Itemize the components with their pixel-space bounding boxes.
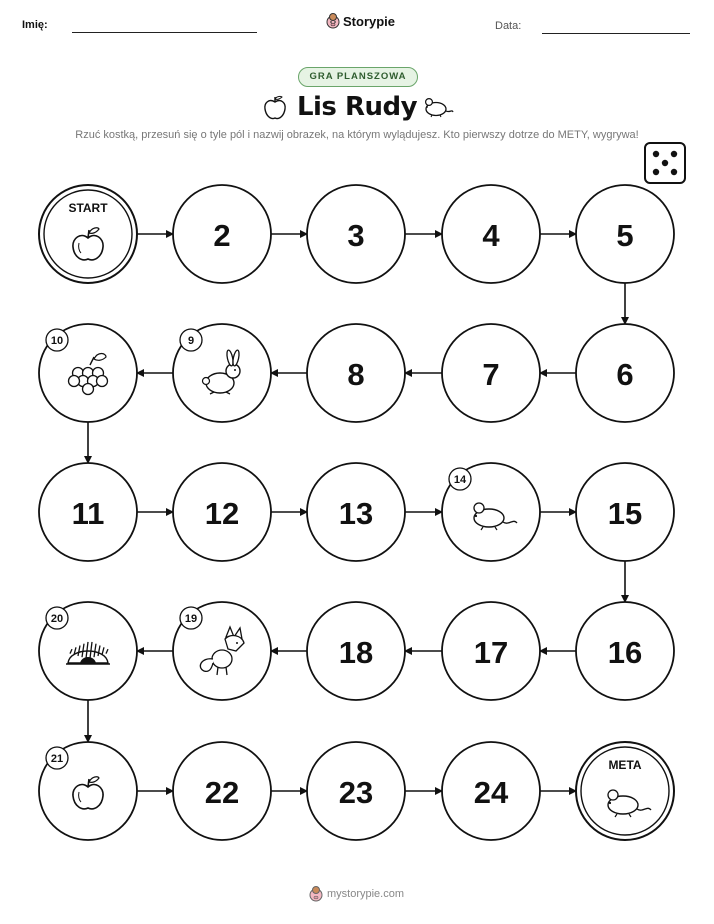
board-space-10: [39, 324, 137, 422]
space-badge-number: 21: [50, 753, 64, 765]
space-number: 7: [482, 357, 500, 392]
board-space-4: [442, 185, 540, 283]
board-space-24: [442, 742, 540, 840]
space-badge-number: 14: [453, 474, 467, 486]
board-space-3: [307, 185, 405, 283]
board-space-16: [576, 602, 674, 700]
page-title: Lis Rudy: [296, 92, 418, 122]
space-number: 18: [338, 635, 374, 670]
space-number: 15: [607, 496, 643, 531]
space-number: 24: [473, 775, 509, 810]
space-number: 12: [204, 496, 240, 531]
board-space-9: [173, 324, 271, 422]
space-number: 13: [338, 496, 374, 531]
space-number: 6: [616, 357, 634, 392]
date-label: Data:: [495, 20, 522, 32]
board-space-22: [173, 742, 271, 840]
space-number: 11: [71, 496, 105, 531]
space-number: 4: [482, 218, 500, 253]
board-space-17: [442, 602, 540, 700]
space-number: 2: [213, 218, 231, 253]
space-badge-number: 10: [50, 335, 64, 347]
name-label: Imię:: [22, 19, 48, 31]
board-space-14: [442, 463, 540, 561]
space-number: 3: [347, 218, 365, 253]
space-number: 16: [607, 635, 643, 670]
space-number: 5: [616, 218, 634, 253]
space-number: 17: [473, 635, 509, 670]
board-space-5: [576, 185, 674, 283]
board-space-8: [307, 324, 405, 422]
space-badge-number: 20: [50, 613, 64, 625]
board-space-7: [442, 324, 540, 422]
board-space-12: [173, 463, 271, 561]
board-space-2: [173, 185, 271, 283]
board-space-23: [307, 742, 405, 840]
footer-url: mystorypie.com: [327, 888, 405, 900]
space-badge-number: 9: [187, 335, 195, 347]
pig-logo-icon: [309, 886, 323, 902]
board-space-19: [173, 602, 271, 700]
board-space-13: [307, 463, 405, 561]
space-label: START: [68, 201, 108, 215]
board-space-18: [307, 602, 405, 700]
space-number: 23: [338, 775, 374, 810]
board-space-6: [576, 324, 674, 422]
footer: [309, 886, 404, 902]
instructions: Rzuć kostką, przesuń się o tyle pól i nazwij obrazek, na którym wylądujesz. Kto pierwszy dotrze do METY, wygrywa!: [75, 129, 639, 141]
brand-name: Storypie: [343, 13, 396, 29]
game-type-badge: GRA PLANSZOWA: [298, 67, 418, 87]
space-number: 22: [204, 775, 240, 810]
space-number: 8: [347, 357, 365, 392]
space-badge-number: 19: [184, 613, 198, 625]
space-label: META: [608, 758, 642, 772]
board-space-meta: [576, 742, 674, 840]
board-space-11: [39, 463, 137, 561]
board-space-21: [39, 742, 137, 840]
board-space-start: [39, 185, 137, 283]
board-space-20: [39, 602, 137, 700]
board-space-15: [576, 463, 674, 561]
